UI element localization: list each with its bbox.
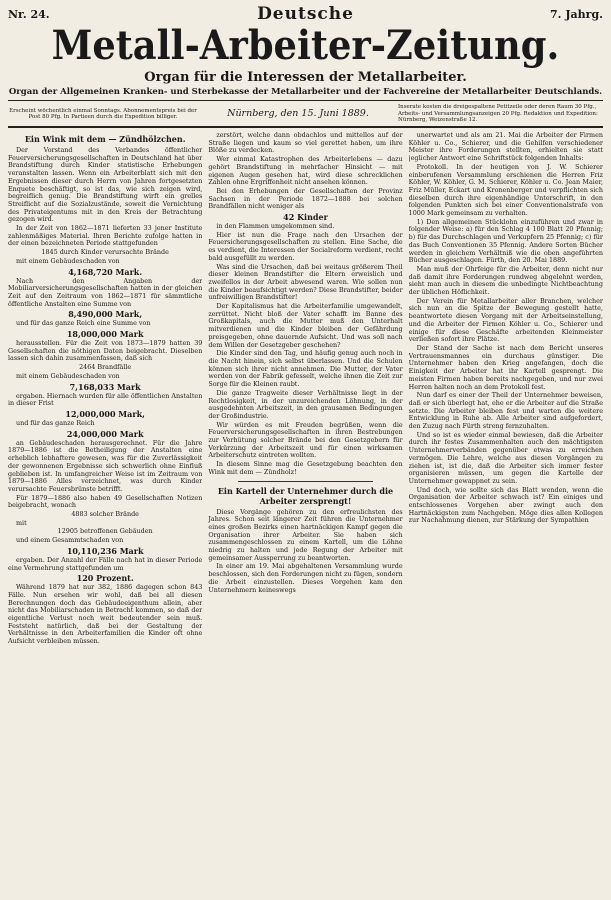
paragraph: 1) Den allgemeinen Stücklohn einzuführen und zwar in folgender Weise: a) für den Schlag 4 100 Blatt 20 Pfennig; b) für das Durchschlagen und Verkupfern 25 Pfennig; c) für das Buch Conventionen 35 Pfennig. Andere Sorten Bücher werden in gleichem Verhältniß wie die oben angeführten Bücher ausgeschlagen. Fürth, den 20. Mai 1889. — [408, 217, 603, 265]
paragraph: Der Kapitalismus hat die Arbeiterfamilie umgewandelt, zerrüttet. Nicht bloß der Vater schafft im Banne des Großkapitals, auch die Mutter muß den Unterhalt mitverdienen und die Kinder bleiben der Gefährdung preisgegeben, ohne dauernde Aufsicht. Und was soll nach dem Willen der Gesetzgeber geschehen? — [208, 302, 403, 349]
paragraph: Protokoll. In der heutigen von J. W. Schierer einberufenen Versammlung erschienen die Herren Friz Köhler, W. Köhler, G. M. Schierer, Köhler u. Co. Jean Maier, Friz Müller, Eckart und Kronenberger und verpflichten sich dieselben durch ihre eigenhändige Unterschrift, in den folgenden Punkten sich bei einer Conventionalstrafe von 1000 Mark gemeinsam zu verhalten. — [408, 162, 603, 218]
paragraph: Wer einmal Katastrophen des Arbeiterlebens — dazu gehört Brandstiftung in mehrfacher Hinsicht — mit eigenen Augen gesehen hat, wird diese schrecklichen Zahlen ohne Ergriffenheit nicht ansehen können. — [208, 155, 403, 187]
paragraph: zerstört, welche dann obdachlos und mittellos auf der Straße liegen und kaum so viel gerettet haben, um ihre Blöße zu verdecken. — [208, 132, 403, 155]
paragraph: an Gebäudeschaden herausgerechnet. Für die Jahre 1879—1886 ist die Betheiligung der Anstalten eine erheblich lebhaftere gewesen, was für die Zuverlässigkeit der gewonnenen Ergebnisse sich schwerlich ohne Einfluß geblieben ist. In umfangreicher Weise ist im Zeitraum von 1879—1886 Alles verzeichnet, was durch Kinder verursachte Feuersbrünste betrifft. — [8, 438, 203, 493]
paragraph: Man muß der Ohrfeige für die Arbeiter, denn nicht nur daß damit ihre Forderungen rundweg abgelehnt werden, sieht man auch in diesem die unbedingte Nichtbeachtung der üblichen Höflichkeit. — [408, 264, 603, 297]
figure-amount: 10,110,236 Mark — [66, 545, 144, 556]
paragraph: Nun darf es einer der Theil der Unternehmer beweisen, daß er sich überlegt hat, ehe er die Arbeiter auf die Straße setzte. Die Arbeiter bleiben fest und warten die weitere Entwicklung in Ruhe ab. Alle Arbeiter sind aufgefordert, den Zuzug nach Fürth streng fernzuhalten. — [408, 391, 603, 431]
paragraph: und für das ganze Reich — [16, 418, 95, 427]
figure-amount: 4,168,720 Mark. — [68, 266, 143, 277]
advertising-info: Inserate kosten die dreigespaltene Petitzeile oder deren Raum 30 Pfg., Arbeits- und Versammlungsanzeigen 20 Pfg. Redaktion und Expedition: Nürnberg, Weizenstraße 12. — [398, 104, 598, 124]
centered-line: 12905 betroffenen Gebäuden — [57, 527, 153, 536]
date-line: Nürnberg, den 15. Juni 1889. — [227, 107, 369, 119]
divider — [238, 481, 372, 482]
paragraph: In diesem Sinne mag die Gesetzgebung beachten den Wink mit dem — Zündholz! — [208, 460, 403, 476]
paragraph: unerwartet und als am 21. Mai die Arbeiter der Firmen Köhler u. Co., Schierer, und die Gehilfen verschiedener Meister ihre Forderungen stellten, erhielten sie statt jeglicher Antwort eine Schriftstück folgenden Inhalts: — [408, 132, 603, 163]
paragraph: mit einem Gebäudeschaden von — [16, 256, 120, 265]
column-2 — [208, 132, 402, 880]
article-heading: Ein Kartell der Unternehmer durch die Arbeiter zersprengt! — [217, 485, 394, 506]
paragraph: Diese Vorgänge gehören zu den erfreulichsten des Jahres. Schon seit längerer Zeit führen die Unternehmer eines großen Bezirks einen hartnäckigen Kampf gegen die Organisation ihrer Arbeiter. Sie haben sich zusammengeschlossen zu einem Kartell, um die Löhne niedrig zu halten und jede Regung der Arbeiter mit gemeinsamer Aussperrung zu beantworten. — [208, 507, 403, 562]
paragraph: und einem Gesammtschaden von — [16, 536, 124, 545]
header-topline — [8, 6, 603, 22]
paragraph: Bei den Erhebungen der Gesellschaften der Provinz Sachsen in der Periode 1872—1888 bei solchen Brandfällen nicht weniger als — [208, 186, 403, 211]
centered-line: 1845 durch Kinder verursachte Brände — [41, 248, 169, 257]
paragraph: Während 1879 hat nur 382, 1886 dagegen schon 843 Fälle. Nun ersehen wir wohl, daß bei all diesen Berechnungen doch das Gebäudeeigenthum allein, aber nicht das Mobiliarschaden in Betracht kommen, so daß der eigentliche Verlust noch weit bedeutender sein muß. Feststeht natürlich, daß bei der Gestaltung der Verhältnisse in den Arbeiterfamilien die Kinder oft ohne Aufsicht verbleiben müssen. — [8, 583, 203, 646]
paragraph: Hier ist nun die Frage nach den Ursachen der Feuersicherungsgesellschaften zu stellen. Eine Sache, die es verdient, die Interessen der Socialreform verdient, recht bald ausgefüllt zu werden. — [208, 230, 403, 262]
figure-amount: 24,000,000 Mark — [66, 428, 144, 439]
paragraph: Der Stand der Sache ist nach dem Bericht unseres Vertrauensmannes ein durchaus günstiger. Die Unternehmer haben den Krieg angefangen, doch die Einigkeit der Arbeiter hat ihr Kartell gesprengt. Die meisten Firmen haben bereits nachgegeben, und nur zwei Herren halten noch an dem Protokoll fest. — [408, 343, 603, 391]
paragraph: ergaben. Hiernach wurden für alle öffentlichen Anstalten in dieser Frist — [8, 391, 203, 408]
centered-line: 2464 Brandfälle — [79, 363, 132, 372]
figure-amount: 18,000,000 Mark — [66, 329, 144, 340]
volume-year: 7. Jahrg. — [550, 8, 603, 21]
paragraph: Die ganze Tragweite dieser Verhältnisse liegt in der Rechtlosigkeit, in der unzureichenden Löhnung, in der ausgedehnten Arbeitszeit, in den grausamen Bedingungen der Großindustrie. — [208, 388, 403, 420]
paragraph: mit einem Gebäudeschaden von — [16, 371, 120, 380]
paragraph: Nach den Angaben der Mobiliarversicherungsgesellschaften hatten in der gleichen Zeit auf den Zeitraum von 1862—1871 für sämmtliche öffentliche Anstalten eine Summe von — [8, 276, 203, 308]
subtitle: Organ für die Interessen der Metallarbeiter. — [144, 70, 467, 85]
paragraph: Die Kinder sind den Tag, und häufig genug auch noch in die Nacht hinein, sich selbst überlassen. Und die Schulen können sich ihrer nicht annehmen. Die Mutter, der Vater werden von der Fabrik gefesselt, welche ihnen die Zeit zur Sorge für die Kleinen raubt. — [208, 349, 403, 389]
paragraph: Wir würden es mit Freuden begrüßen, wenn die Feuerversicherungsgesellschaften in ihren Bestrebungen zur Verhütung solcher Brände bei den Gesetzgebern für Verkürzung der Arbeitszeit und für einen wirksamen Arbeiterschutz eintreten wollten. — [208, 420, 403, 460]
paragraph: Was sind die Ursachen, daß bei weitaus größerem Theil dieser kleinen Brandstifter die Eltern erweislich und zweifellos in der Arbeit abwesend waren. Wie sollen nun die Kinder beaufsichtigt werden? Diese Brandstifter, beider unfreiwilligen Brandstifter! — [208, 262, 403, 302]
column-1 — [8, 132, 202, 880]
paragraph: Für 1879—1886 also haben 49 Gesellschaften Notizen beigebracht, wonach — [8, 493, 203, 510]
paragraph: Und doch, wie sollte sich das Blatt wenden, wenn die Organisation der Arbeiter schwach ist? Ein einiges und entschlossenes Vorgehen aber zwingt auch den Hartnäckigsten zum Nachgeben. Möge dies allen Kollegen zur Nachahmung dienen, zur Stärkung der Sympathien — [408, 485, 603, 525]
paragraph: herausstellen. Für die Zeit von 1873—1879 hatten 39 Gesellschaften die nöthigen Daten beigebracht. Dieselben lassen sich dahin zusammenfassen, daß sich — [8, 339, 203, 363]
paragraph: mit — [16, 518, 27, 527]
figure-amount: 12,000,000 Mark, — [65, 408, 145, 419]
figure-amount: 42 Kinder — [283, 212, 328, 223]
subscription-info: Erscheint wöchentlich einmal Sonntags. Abonnementspreis bei der Post 80 Pfg. In Partieen durch die Expedition billiger. — [9, 107, 197, 120]
paragraph: Der Vorstand des Verbandes öffentlicher Feuerversicherungsgesellschaften in Deutschland hat über Brandstiftung durch Kinder statistische Erhebungen veranstalten lassen. Wenn ein Arbeiterblatt sich mit den Ergebnissen dieser durch Herrn von Jahren fortgesetzten Enquete beschäftigt, so ist das, wie sich zeigen wird, begreiflich genug. Die Brandstiftung wirft ein grelles Streiflicht auf die Sozialzustände, soweit die Vernichtung des Privateigentums mit in den Kreis der Betrachtung gezogen wird. — [8, 146, 203, 224]
centered-line: 4883 solcher Brände — [71, 510, 139, 519]
divider — [8, 100, 603, 101]
paragraph: und für das ganze Reich eine Summe von — [16, 319, 151, 328]
paragraph: in den Flammen umgekommen sind. — [216, 222, 335, 231]
figure-amount: 7,168,033 Mark — [69, 381, 141, 392]
paragraph: In einer am 19. Mai abgehaltenen Versammlung wurde beschlossen, sich den Forderungen nicht zu fügen, sondern die Arbeit einzustellen. Dieses Vorgehen kam den Unternehmern keineswegs — [208, 562, 403, 594]
columns — [8, 132, 603, 880]
paragraph: ergaben. Der Anzahl der Fälle nach hat in dieser Periode eine Vermehrung stattgefunden um — [8, 555, 203, 572]
paragraph: In der Zeit von 1862—1871 lieferten 33 jener Institute zahlenmäßiges Material. Ihren Berichte zufolge hatten in der einen bezeichneten Periode stattgefunden — [8, 224, 203, 248]
masthead: Metall-Arbeiter-Zeitung. — [51, 22, 560, 69]
figure-amount: 8,490,000 Mark, — [68, 309, 143, 320]
column-3 — [409, 132, 603, 880]
info-bar — [8, 103, 603, 125]
title-top: Deutsche — [257, 4, 354, 24]
divider — [8, 126, 603, 128]
figure-amount: 120 Prozent. — [76, 573, 134, 584]
article-heading: Ein Wink mit dem — Zündhölzchen. — [24, 134, 186, 144]
subtitle-organ: Organ der Allgemeinen Kranken- und Sterbekasse der Metallarbeiter und der Fachvereine der Metallarbeiter Deutschlands. — [8, 87, 603, 97]
paragraph: Der Verein für Metallarbeiter aller Branchen, welcher sich nun an die Spitze der Bewegung gestellt hatte, beantwortete diesen Vorgang mit der Arbeitseinstellung, und die Arbeiter der Firmen Köhler u. Co., Schierer und einige für diese Geschäfte arbeitenden Kleinmeister verließen sofort ihre Plätze. — [408, 296, 603, 344]
issue-number: Nr. 24. — [8, 8, 50, 21]
paragraph: Und so ist es wieder einmal bewiesen, daß die Arbeiter durch ihr festes Zusammenhalten auch den mächtigsten Unternehmerverbänden gegenüber etwas zu erreichen vermögen. Die Lehre, welche aus diesen Vorgängen zu ziehen ist, ist die, daß die Arbeiter sich immer fester organisieren müssen, um gegen die Kartelle der Unternehmer gewappnet zu sein. — [408, 430, 603, 485]
